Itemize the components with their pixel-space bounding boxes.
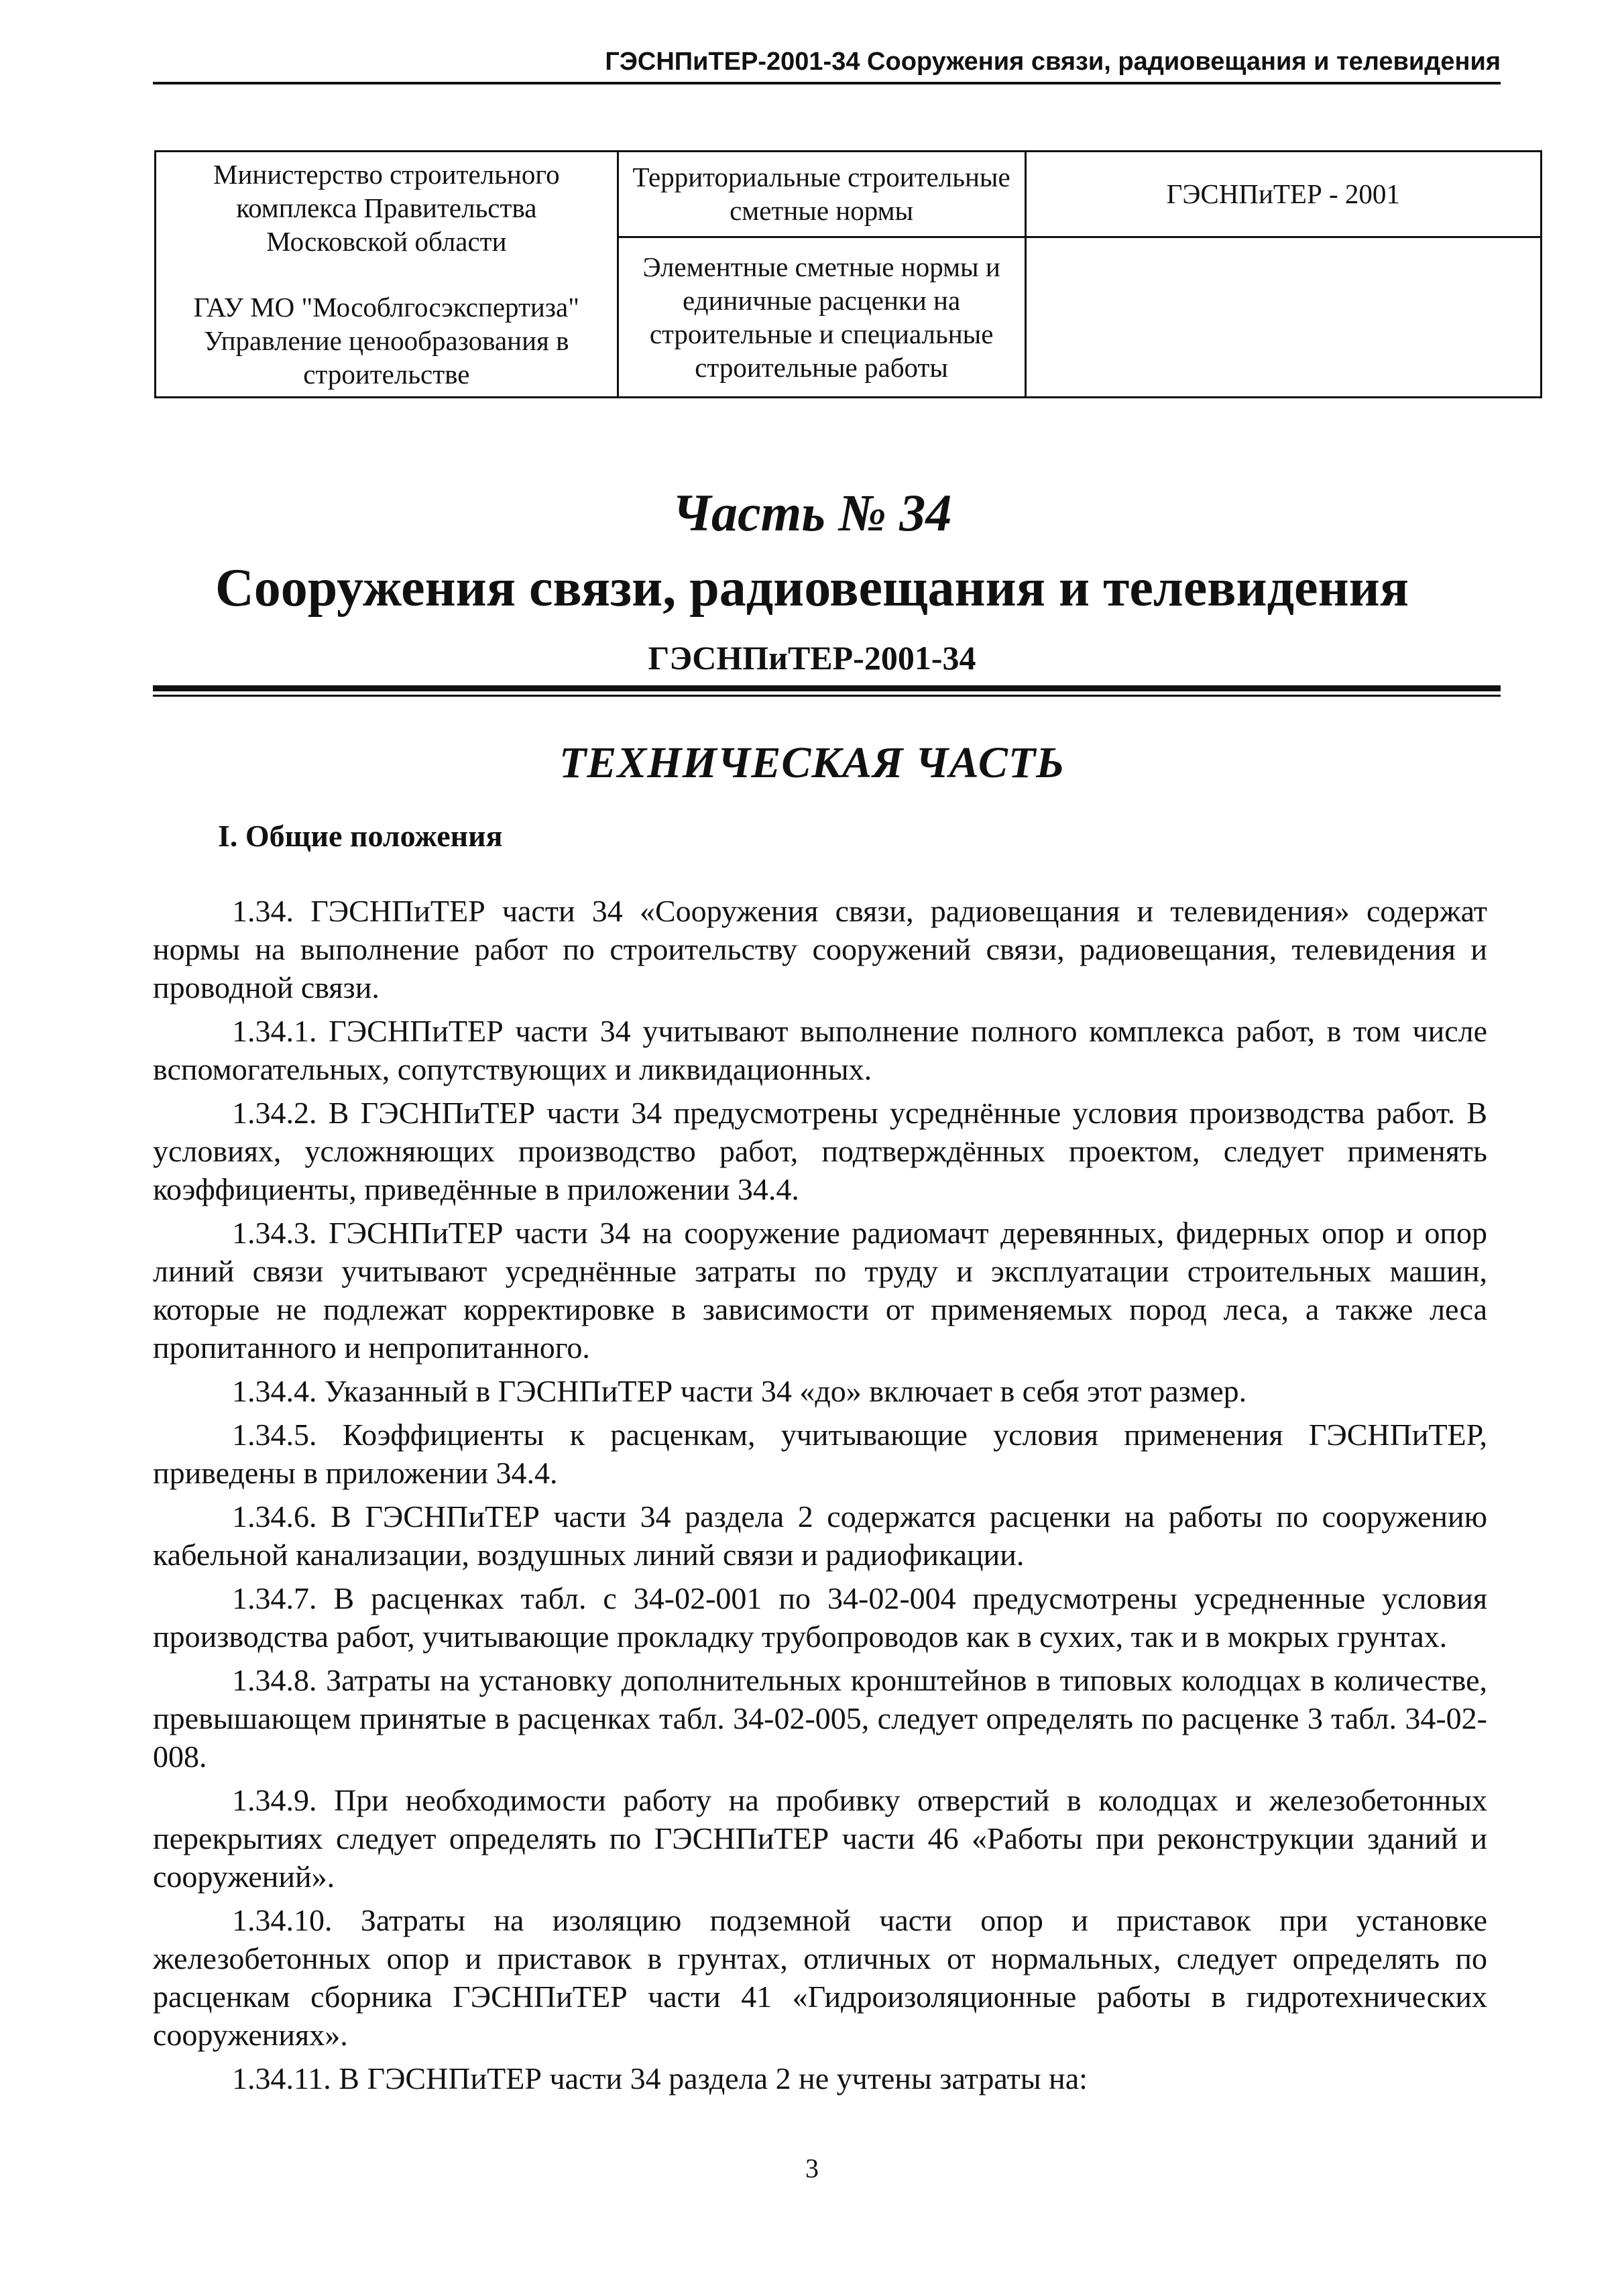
section-title: I. Общие положения — [218, 819, 503, 853]
paragraph: 1.34.5. Коэффициенты к расценкам, учитывающие условия применения ГЭСНПиТЕР, приведены в приложении 34.4. — [153, 1418, 1487, 1490]
paragraph: 1.34.3. ГЭСНПиТЕР части 34 на сооружение радиомачт деревянных, фидерных опор и опор линий связи учитывают усреднённые затраты по труду и эксплуатации строительных машин, которые не подлежат корректировке в зависимости от применяемых пород леса, а также леса пропитанного и непропитанного. — [153, 1216, 1487, 1365]
paragraph: 1.34.9. При необходимости работу на пробивку отверстий в колодцах и железобетонных перекрытиях следует определять по ГЭСНПиТЕР части 46 «Работы при реконструкции зданий и сооружений». — [153, 1783, 1487, 1894]
org-cell — [156, 152, 618, 398]
running-head: ГЭСНПиТЕР-2001-34 Сооружения связи, радиовещания и телевидения — [605, 48, 1501, 76]
header-table — [154, 150, 1542, 398]
norms-type-cell: Территориальные строительные сметные нормы — [618, 152, 1025, 237]
part-code: ГЭСНПиТЕР-2001-34 — [648, 639, 976, 677]
paragraph: 1.34.2. В ГЭСНПиТЕР части 34 предусмотрены усреднённые условия производства работ. В условиях, усложняющих производство работ, подтверждённых проектом, следует применять коэффициенты, приведённые в приложении 34.4. — [153, 1096, 1487, 1206]
empty-cell — [1025, 237, 1541, 397]
paragraph: 1.34.8. Затраты на установку дополнительных кронштейнов в типовых колодцах в количестве, превышающем принятые в расценках табл. 34-02-005, следует определять по расценке 3 табл. 34-02-008. — [153, 1663, 1487, 1774]
paragraph: 1.34.7. В расценках табл. с 34-02-001 по 34-02-004 предусмотрены усредненные условия производства работ, учитывающие прокладку трубопроводов как в сухих, так и в мокрых грунтах. — [153, 1581, 1487, 1654]
paragraph: 1.34.10. Затраты на изоляцию подземной части опор и приставок при установке железобетонных опор и приставок в грунтах, отличных от нормальных, следует определять по расценкам сборника ГЭСНПиТЕР части 41 «Гидроизоляционные работы в гидротехнических сооружениях». — [153, 1903, 1487, 2052]
norms-code-cell: ГЭСНПиТЕР - 2001 — [1025, 152, 1541, 237]
org-department: ГАУ МО "Мособлгосэкспертиза" Управление ценообразования в строительстве — [193, 292, 579, 390]
org-ministry: Министерство строительного комплекса Правительства Московской области — [213, 159, 560, 257]
running-head-rule — [153, 82, 1501, 84]
title-rule-thin — [153, 695, 1501, 697]
norms-desc-cell: Элементные сметные нормы и единичные расценки на строительные и специальные строительные работы — [618, 237, 1025, 397]
technical-part-title: ТЕХНИЧЕСКАЯ ЧАСТЬ — [559, 738, 1065, 787]
part-name: Сооружения связи, радиовещания и телевидения — [215, 559, 1409, 618]
body-text — [153, 892, 1487, 2103]
page-number: 3 — [805, 2153, 819, 2183]
part-title: Часть № 34 — [672, 483, 952, 542]
paragraph: 1.34.6. В ГЭСНПиТЕР части 34 раздела 2 содержатся расценки на работы по сооружению кабельной канализации, воздушных линий связи и радиофикации. — [153, 1499, 1487, 1572]
title-rule-thick — [153, 685, 1501, 691]
paragraph: 1.34.4. Указанный в ГЭСНПиТЕР части 34 «до» включает в себя этот размер. — [232, 1374, 1247, 1408]
paragraph: 1.34.11. В ГЭСНПиТЕР части 34 раздела 2 не учтены затраты на: — [232, 2061, 1088, 2096]
paragraph: 1.34.1. ГЭСНПиТЕР части 34 учитывают выполнение полного комплекса работ, в том числе вспомогательных, сопутствующих и ликвидационных. — [153, 1014, 1487, 1086]
paragraph: 1.34. ГЭСНПиТЕР части 34 «Сооружения связи, радиовещания и телевидения» содержат нормы на выполнение работ по строительству сооружений связи, радиовещания, телевидения и проводной связи. — [153, 894, 1487, 1005]
